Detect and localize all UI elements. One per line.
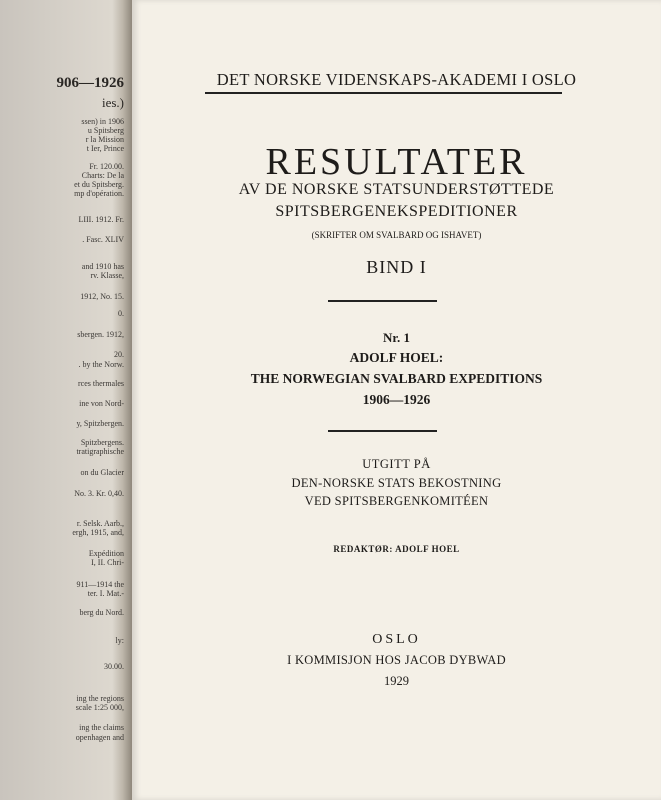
back-page-text-line: ssen) in 1906 bbox=[81, 117, 124, 126]
back-page-text-line: ter. I. Mat.- bbox=[87, 589, 124, 598]
back-page-text-line: I, II. Chri- bbox=[91, 558, 124, 567]
published-line-3: VED SPITSBERGENKOMITÉEN bbox=[304, 494, 489, 508]
subtitle-line-2: SPITSBERGENEKSPEDITIONER bbox=[275, 203, 518, 220]
publisher-commission: I KOMMISJON HOS JACOB DYBWAD bbox=[287, 653, 506, 667]
publisher-city: OSLO bbox=[372, 632, 421, 647]
published-line-1: UTGITT PÅ bbox=[362, 457, 431, 471]
back-page-text-line: et du Spitsberg. bbox=[74, 180, 124, 189]
back-page-text-line: 20. bbox=[114, 350, 124, 359]
header-rule bbox=[205, 92, 562, 94]
back-page-text-line: tratigraphische bbox=[76, 447, 124, 456]
back-page-text-line: 906—1926 bbox=[56, 75, 124, 91]
back-page-strip bbox=[0, 0, 132, 800]
published-line-2: DEN-NORSKE STATS BEKOSTNING bbox=[291, 476, 502, 490]
work-years: 1906—1926 bbox=[362, 392, 431, 407]
back-page-text-line: LIII. 1912. Fr. bbox=[78, 215, 124, 224]
author-label: ADOLF HOEL: bbox=[349, 350, 444, 365]
back-page-text-line: on du Glacier bbox=[80, 468, 124, 477]
back-page-text-line: scale 1:25 000, bbox=[75, 703, 124, 712]
series-title: (SKRIFTER OM SVALBARD OG ISHAVET) bbox=[311, 230, 482, 240]
back-page-text-line: ies.) bbox=[101, 95, 124, 110]
back-page-text-line: r la Mission bbox=[85, 135, 124, 144]
back-page-text-line: mp d'opération. bbox=[74, 189, 124, 198]
back-page-text-line: r. Selsk. Aarb., bbox=[76, 519, 124, 528]
academy-name: DET NORSKE VIDENSKAPS-AKADEMI I OSLO bbox=[216, 70, 577, 89]
back-page-text-line: . by the Norw. bbox=[78, 360, 124, 369]
back-page-text-line: 0. bbox=[118, 309, 124, 318]
back-page-text-line: Fr. 120.00. bbox=[89, 162, 124, 171]
back-page-text-line: y, Spitzbergen. bbox=[76, 419, 124, 428]
back-page-text-line: ine von Nord- bbox=[79, 399, 124, 408]
divider-rule bbox=[328, 300, 437, 302]
back-page-text-line: 30.00. bbox=[104, 662, 124, 671]
back-page-text-line: sbergen. 1912, bbox=[77, 330, 124, 339]
back-page-text-line: openhagen and bbox=[75, 733, 124, 742]
back-page-text-line: . Fasc. XLIV bbox=[82, 235, 124, 244]
back-page-text-line: ergh, 1915, and, bbox=[72, 528, 124, 537]
number-label: Nr. 1 bbox=[383, 330, 410, 345]
back-page-text-line: 1912, No. 15. bbox=[80, 292, 124, 301]
back-page-text-line: ing the claims bbox=[79, 723, 124, 732]
back-page-text-line: berg du Nord. bbox=[79, 608, 124, 617]
back-page-text-line: Spitzbergens. bbox=[80, 438, 124, 447]
work-title: THE NORWEGIAN SVALBARD EXPEDITIONS bbox=[250, 371, 543, 386]
title-page bbox=[132, 0, 661, 800]
back-page-text-line: 911—1914 the bbox=[76, 580, 124, 589]
back-page-text-line: ing the regions bbox=[76, 694, 124, 703]
editor-label: REDAKTØR: ADOLF HOEL bbox=[333, 544, 460, 554]
back-page-text-line: rv. Klasse, bbox=[90, 271, 124, 280]
subtitle-line-1: AV DE NORSKE STATSUNDERSTØTTEDE bbox=[238, 181, 555, 198]
back-page-text-line: and 1910 has bbox=[81, 262, 124, 271]
back-page-text-line: Expédition bbox=[88, 549, 124, 558]
back-page-text-line: u Spitsberg bbox=[87, 126, 124, 135]
back-page-text-line: ly: bbox=[115, 636, 124, 645]
back-page-text-line: No. 3. Kr. 0,40. bbox=[74, 489, 124, 498]
volume-label: BIND I bbox=[366, 257, 427, 277]
main-title: RESULTATER bbox=[265, 141, 528, 183]
back-page-text-line: rces thermales bbox=[78, 379, 124, 388]
back-page-text-line: Charts: De la bbox=[81, 171, 124, 180]
back-page-text-line: t Ier, Prince bbox=[86, 144, 124, 153]
divider-rule bbox=[328, 430, 437, 432]
publication-year: 1929 bbox=[384, 674, 409, 688]
